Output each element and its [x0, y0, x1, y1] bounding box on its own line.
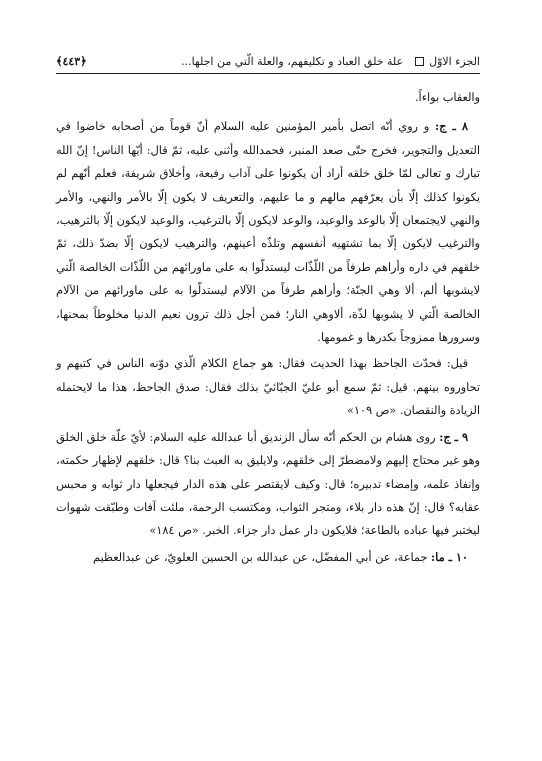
square-ornament-icon [415, 57, 424, 66]
hadith-8-label: ٨ ـ ج: [434, 119, 468, 134]
hadith-10-text: جماعة، عن أبي المفضّل، عن عبدالله بن الحسين العلويّ، عن عبدالعظيم [93, 550, 428, 564]
hadith-9-text: روى هشام بن الحكم أنّه سأل الزنديق أبا عبدالله عليه السلام: لأيّ علّة خلق الخلق وهو غير محتاج إليهم ولامضطرّ إلى خلقهم، ولايليق به العبث بنا؟ قال: خلقهم لإظهار حكمته، وإنفاذ علمه، وإمضاء تدبيره؛ قال: وكيف لايقتصر على هذه الدار فيجعلها دار ثوابه و محبس عقابه؟ قال: إنّ هذه دار بلاء، ومتجر الثواب، ومكتسب الرحمة، ملئت آفات وطبّقت شهوات ليختبر فيها عباده بالطاعة؛ فلايكون دار عمل دار جزاء. الخبر. «ص ١٨٤» [56, 430, 481, 538]
page-number: ﴿٤٤٣﴾ [56, 54, 87, 68]
hadith-10-label: ١٠ ـ ما: [431, 549, 468, 564]
page-body [56, 86, 480, 569]
continuation-line: والعقاب بواءاً. [414, 91, 480, 104]
hadith-10 [56, 546, 480, 569]
hadith-8-note: قيل: فحدّث الجاحظ بهذا الحديث فقال: هو جماع الكلام الّذي دوّنه الناس في كتبهم و تحاوروه بينهم. قيل: ثمّ سمع أبو عليّ الجبّائيّ بذلك فقال: صدق الجاحظ، هذا ما لايحتمله الزيادة والنقصان. «ص ١٠٩» [56, 357, 480, 418]
hadith-8-text: و روي أنّه اتصل بأمير المؤمنين عليه السلام أنّ قوماً من أصحابه خاضوا في التعديل والتجوير، فخرج حتّى صعد المنبر، فحمدالله وأثنى عليه، ثمّ قال: أيّها الناس! إنّ الله تبارك و تعالى لمّا خلق خلقه أراد أن يكونوا على آداب رفيعة، وأخلاق شريفة، فعلم أنّهم لم يكونوا كذلك إلّا بأن يعرّفهم مالهم و ما عليهم، والتعريف لا يكون إلّا بالأمر والنهي، والأمر والنهي لايجتمعان إلّا بالوعد والوعيد، والوعد لايكون إلّا بالترغيب، والوعيد لايكون إلّا بالترهيب، والترغيب لايكون إلّا بما تشتهيه أنفسهم وتلذّه أعينهم، والترهيب لايكون إلّا بضدّ ذلك، ثمّ خلقهم في داره وأراهم طرفاً من اللّذّات ليستدلّوا به على ماورائهم من اللّذّات الخالصة الّتي لايشوبها ألم، ألا وهي الجنّة؛ وأراهم طرفاً من الآلام ليستدلّوا به على ماورائهم من الآلام الخالصة الّتي لا يشوبها لذّة، ألاوهي النار؛ فمن أجل ذلك ترون نعيم الدنيا مخلوطاً بمحنها، وسرورها ممزوجاً بكدرها و غمومها. [56, 120, 480, 345]
running-header [56, 50, 480, 72]
hadith-9 [56, 426, 480, 543]
hadith-8 [56, 115, 480, 349]
header-rule [56, 73, 480, 74]
hadith-9-label: ٩ ـ ج: [439, 429, 469, 444]
chapter-title: علة خلق العباد و تكليفهم، والعلة الّتي من اجلها... [181, 54, 404, 68]
volume-label: الجزء الاوّل [415, 55, 480, 68]
